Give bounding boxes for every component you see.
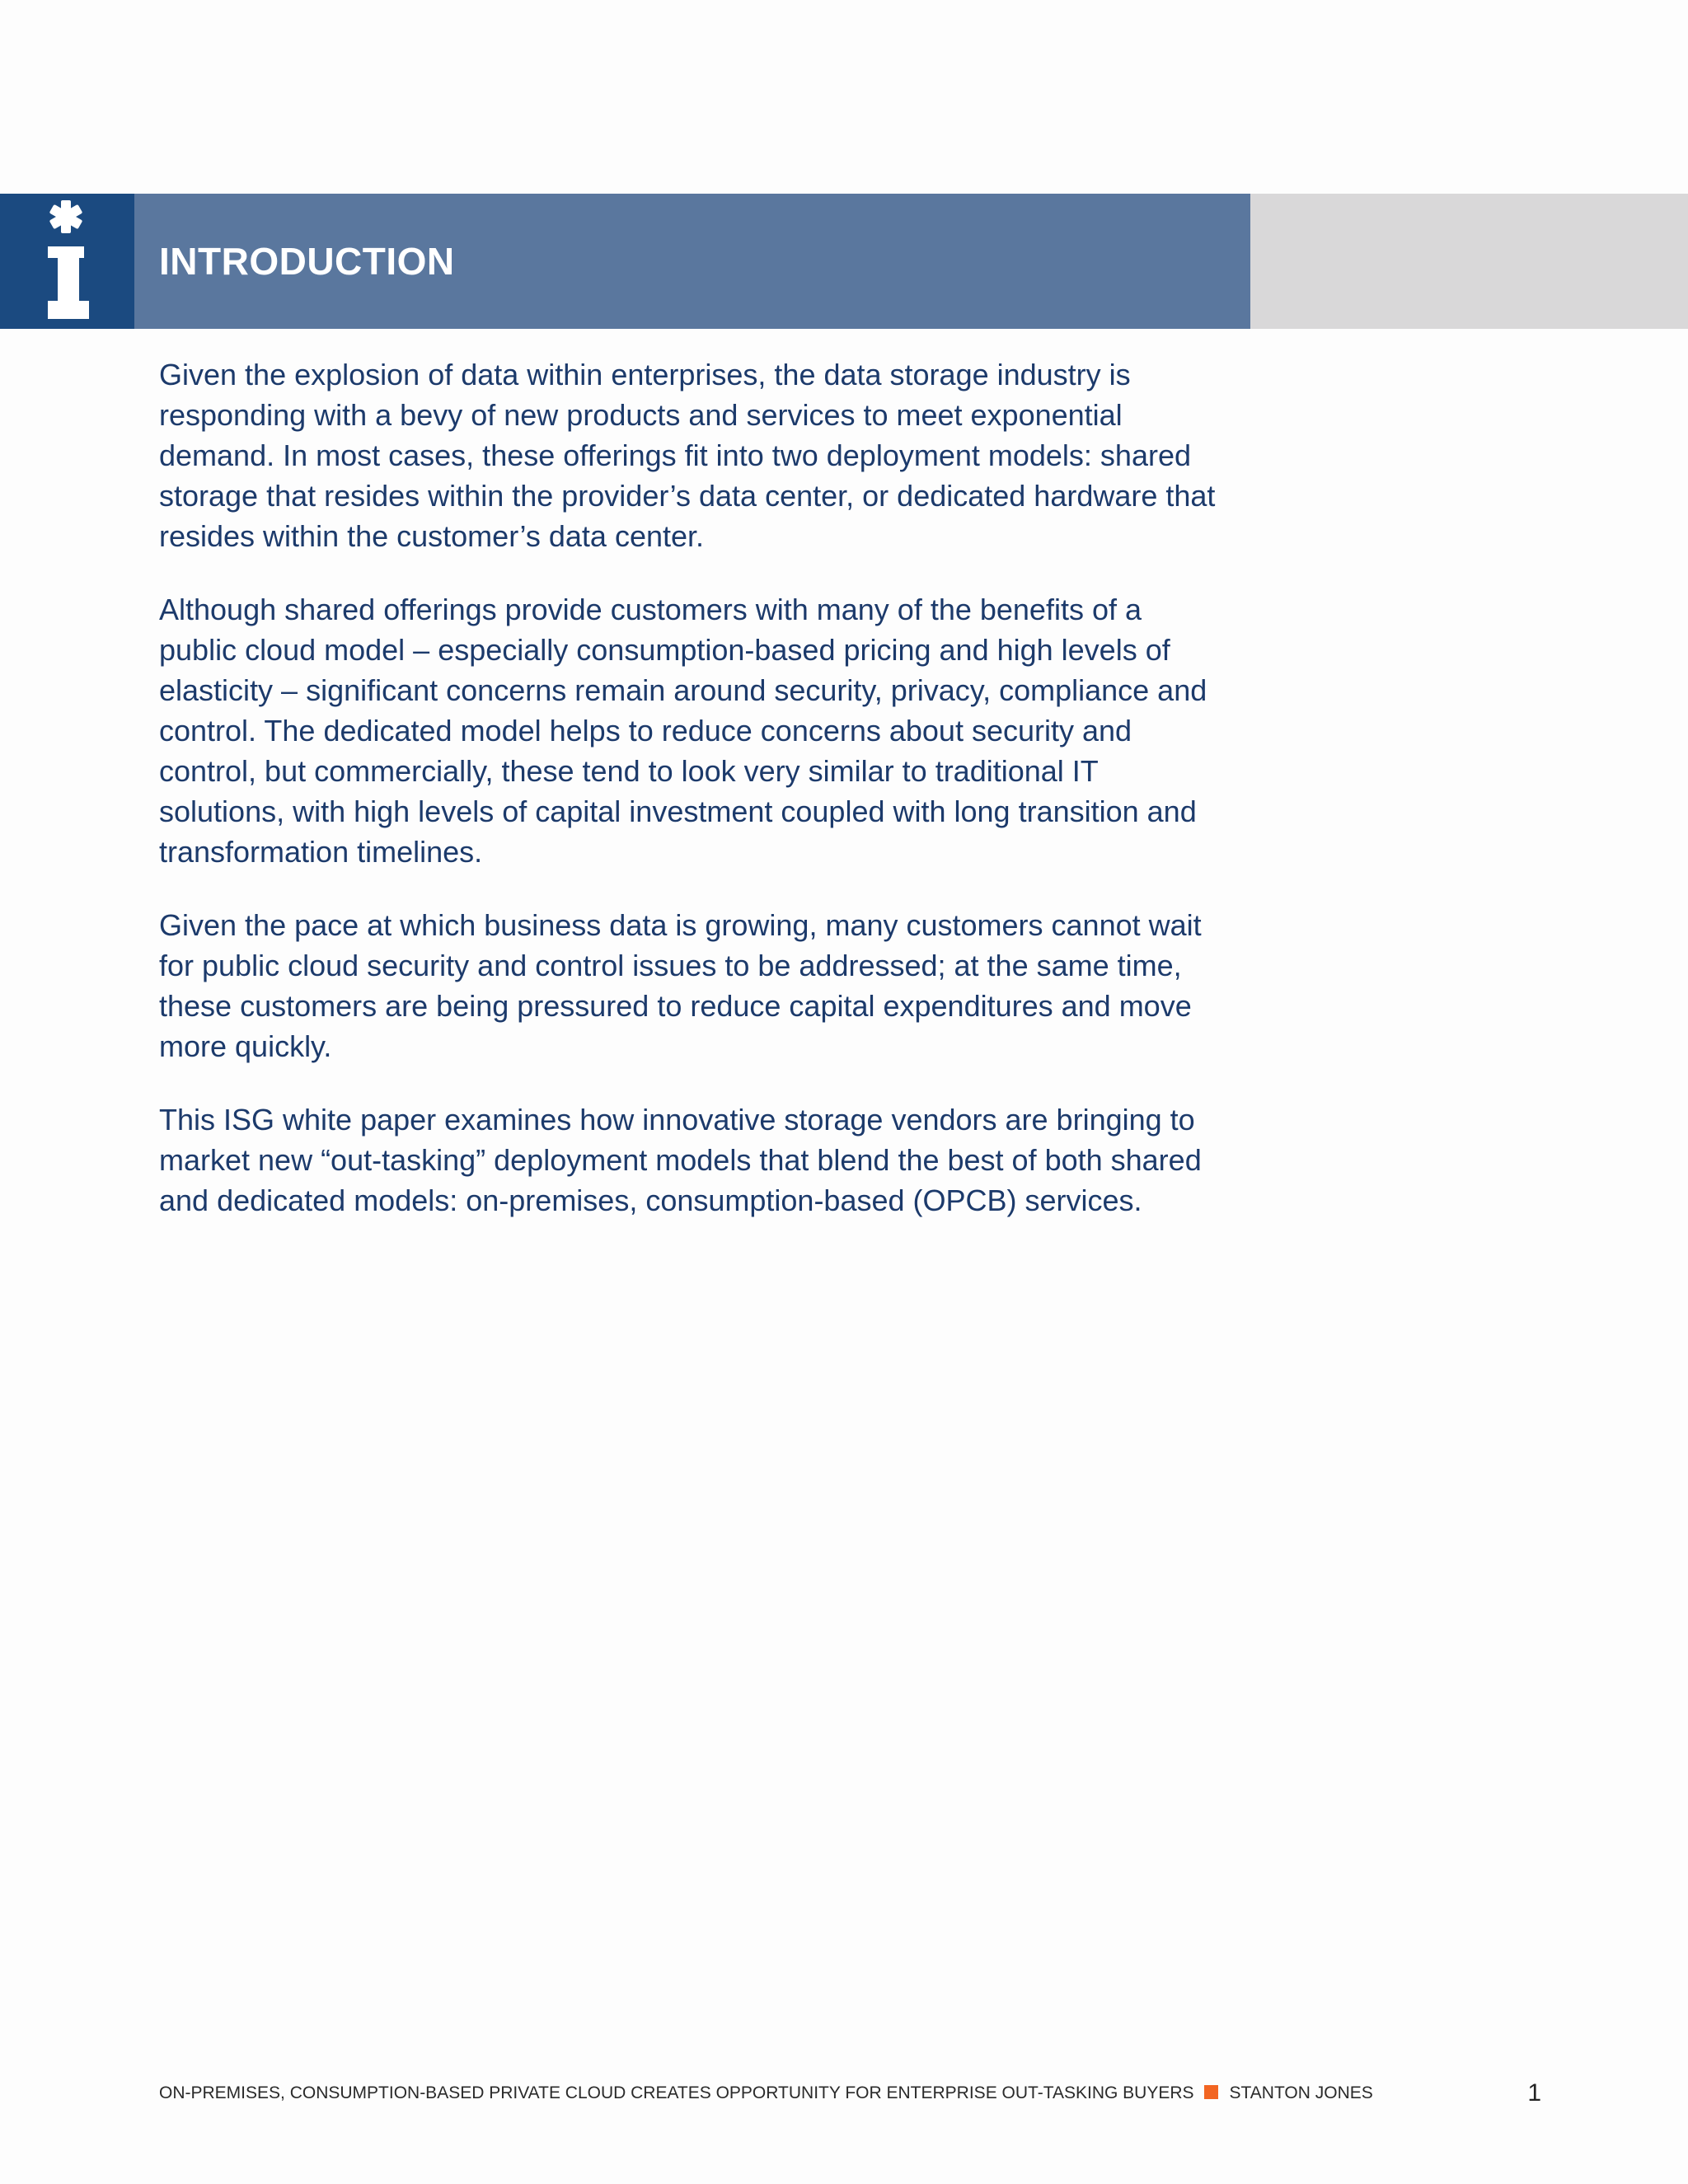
square-bullet-icon xyxy=(1204,2085,1218,2099)
section-header xyxy=(0,194,1688,329)
side-accent-block xyxy=(1250,194,1688,329)
page-title: INTRODUCTION xyxy=(159,240,455,283)
paragraph: This ISG white paper examines how innovative storage vendors are bringing to market new “out-tasking” deployment models that blend the best of both shared and dedicated models: on-premises, consumption-based (OPCB) services. xyxy=(159,1103,1202,1217)
isg-asterisk-i-icon xyxy=(0,194,134,329)
logo xyxy=(0,194,134,329)
footer-author: STANTON JONES xyxy=(1229,2083,1373,2102)
paragraph: Given the pace at which business data is growing, many customers cannot wait for public cloud security and control issues to be addressed; at the same time, these customers are being pressured to reduce capital expenditures and move more quickly. xyxy=(159,908,1202,1063)
footer xyxy=(159,2081,1560,2106)
body-content xyxy=(159,354,1222,1254)
footer-document-title: ON-PREMISES, CONSUMPTION-BASED PRIVATE CLOUD CREATES OPPORTUNITY FOR ENTERPRISE OUT-TASKING BUYERS xyxy=(159,2083,1194,2102)
paragraph: Given the explosion of data within enterprises, the data storage industry is responding with a bevy of new products and services to meet exponential demand. In most cases, these offerings fit into two deployment models: shared storage that resides within the provider’s data center, or dedicated hardware that resides within the customer’s data center. xyxy=(159,358,1216,553)
paragraph: Although shared offerings provide customers with many of the benefits of a public cloud model – especially consumption-based pricing and high levels of elasticity – significant concerns remain around security, privacy, compliance and control. The dedicated model helps to reduce concerns about security and control, but commercially, these tend to look very similar to traditional IT solutions, with high levels of capital investment coupled with long transition and transformation timelines. xyxy=(159,593,1207,869)
page-number: 1 xyxy=(1527,2079,1541,2107)
